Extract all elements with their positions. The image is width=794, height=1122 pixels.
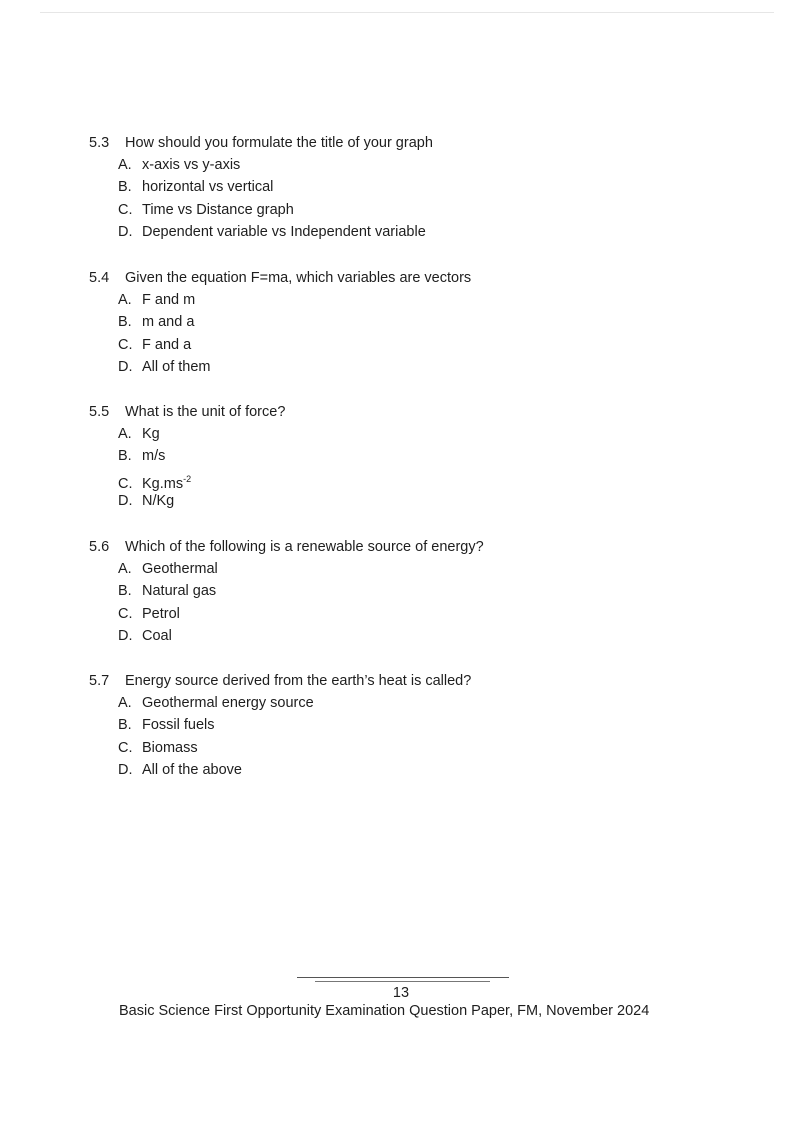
question [89,536,729,648]
option-text: Petrol [142,605,180,622]
question-stem [89,536,729,558]
option-text: Fossil fuels [142,717,215,734]
option-letter: B. [118,314,132,331]
question-number: 5.6 [89,539,110,555]
option-superscript: -2 [183,473,192,484]
option-letter: D. [118,493,133,510]
answer-option [89,580,729,602]
option-text: Time vs Distance graph [142,201,294,218]
question-number: 5.4 [89,270,110,286]
option-letter: B. [118,179,132,196]
answer-option [89,468,729,490]
option-letter: D. [118,628,133,645]
answer-option [89,737,729,759]
option-text: Geothermal energy source [142,695,314,711]
option-text: horizontal vs vertical [142,179,274,196]
option-letter: A. [118,292,132,308]
question-text: Given the equation F=ma, which variables are vectors [125,270,472,286]
option-text: Dependent variable vs Independent variable [142,224,426,241]
answer-option [89,289,729,311]
option-text: N/Kg [142,493,175,510]
option-text: m/s [142,448,166,465]
question-number: 5.7 [89,673,110,689]
question [89,401,729,513]
question-number: 5.3 [89,135,110,151]
answer-option [89,356,729,378]
question [89,132,729,244]
option-text: Kg [142,426,160,442]
answer-option [89,603,729,625]
option-text: Geothermal [142,561,218,577]
answer-option [89,199,729,221]
question [89,670,729,782]
option-text: F and m [142,292,196,308]
question [89,267,729,379]
footer-text: Basic Science First Opportunity Examination Question Paper, FM, November 2024 [119,1003,650,1019]
option-letter: A. [118,157,132,173]
option-text: Coal [142,628,172,645]
option-letter: C. [118,739,133,756]
page-number: 13 [392,985,410,1001]
option-text: F and a [142,336,192,353]
question-number: 5.5 [89,404,110,420]
option-letter: A. [118,695,132,711]
option-letter: D. [118,224,133,241]
answer-option [89,154,729,176]
option-text: Kg.ms [142,475,184,492]
option-text: Biomass [142,739,198,756]
option-text: x-axis vs y-axis [142,157,241,173]
answer-option [89,490,729,512]
scan-edge-line [40,12,774,13]
answer-option [89,311,729,333]
answer-option [89,221,729,243]
option-text: All of the above [142,762,242,779]
option-letter: A. [118,426,132,442]
option-letter: B. [118,448,132,465]
option-letter: D. [118,762,133,779]
option-letter: C. [118,475,133,492]
option-letter: C. [118,605,133,622]
footer-rule [297,977,509,978]
answer-option [89,692,729,714]
question-text: Energy source derived from the earth’s heat is called? [125,673,472,689]
question-text: What is the unit of force? [125,404,286,420]
option-letter: D. [118,359,133,376]
answer-option [89,625,729,647]
question-stem [89,401,729,423]
option-letter: A. [118,561,132,577]
answer-option [89,445,729,467]
option-letter: B. [118,717,132,734]
answer-option [89,558,729,580]
answer-option [89,759,729,781]
answer-option [89,176,729,198]
question-stem [89,132,729,154]
answer-option [89,334,729,356]
option-letter: C. [118,201,133,218]
footer-rule [315,981,490,982]
question-stem [89,267,729,289]
question-text: Which of the following is a renewable source of energy? [125,539,484,555]
option-text: All of them [142,359,211,376]
option-letter: C. [118,336,133,353]
answer-option [89,423,729,445]
question-text: How should you formulate the title of your graph [125,135,433,151]
option-text: m and a [142,314,195,331]
option-text: Natural gas [142,583,217,600]
answer-option [89,714,729,736]
option-letter: B. [118,583,132,600]
question-stem [89,670,729,692]
